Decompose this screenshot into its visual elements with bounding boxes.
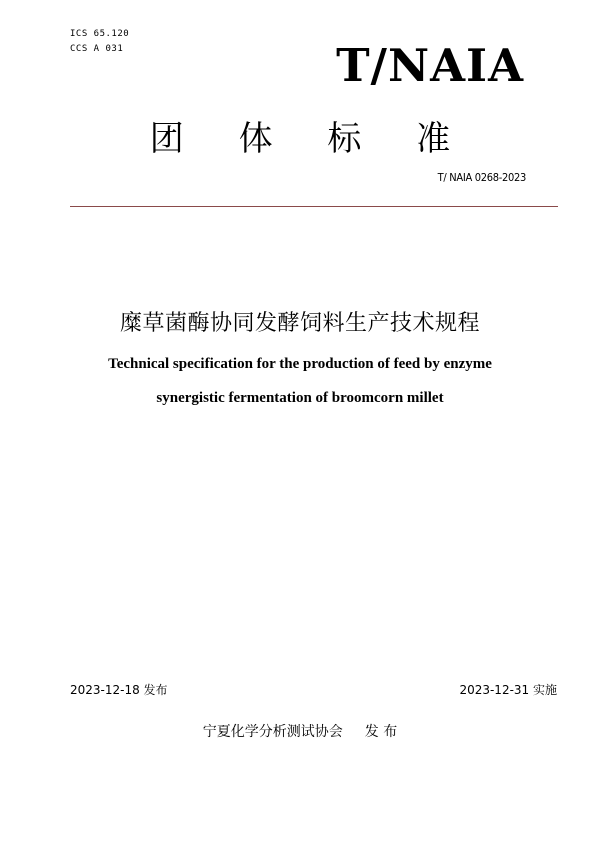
ics-code: ICS 65.120 (70, 29, 130, 39)
standard-brand-logo: T/NAIA (336, 39, 524, 92)
header-divider (70, 206, 558, 207)
standard-number: T/ NAIA 0268-2023 (437, 171, 526, 184)
ccs-code: CCS A 031 (70, 44, 124, 54)
publisher-line (0, 722, 600, 742)
document-title-english-line-2: synergistic fermentation of broomcorn millet (156, 390, 444, 406)
issue-date: 2023-12-18 发布 (70, 683, 168, 697)
document-title-chinese: 糜草菌酶协同发酵饲料生产技术规程 (119, 311, 480, 336)
publisher-name: 宁夏化学分析测试协会 (202, 724, 343, 740)
publisher-action: 发 布 (364, 724, 398, 740)
standard-type-heading: 团 体 标 准 (149, 119, 473, 159)
document-title-english-line-1: Technical specification for the production of feed by enzyme (108, 356, 492, 372)
implementation-date: 2023-12-31 实施 (459, 683, 557, 697)
